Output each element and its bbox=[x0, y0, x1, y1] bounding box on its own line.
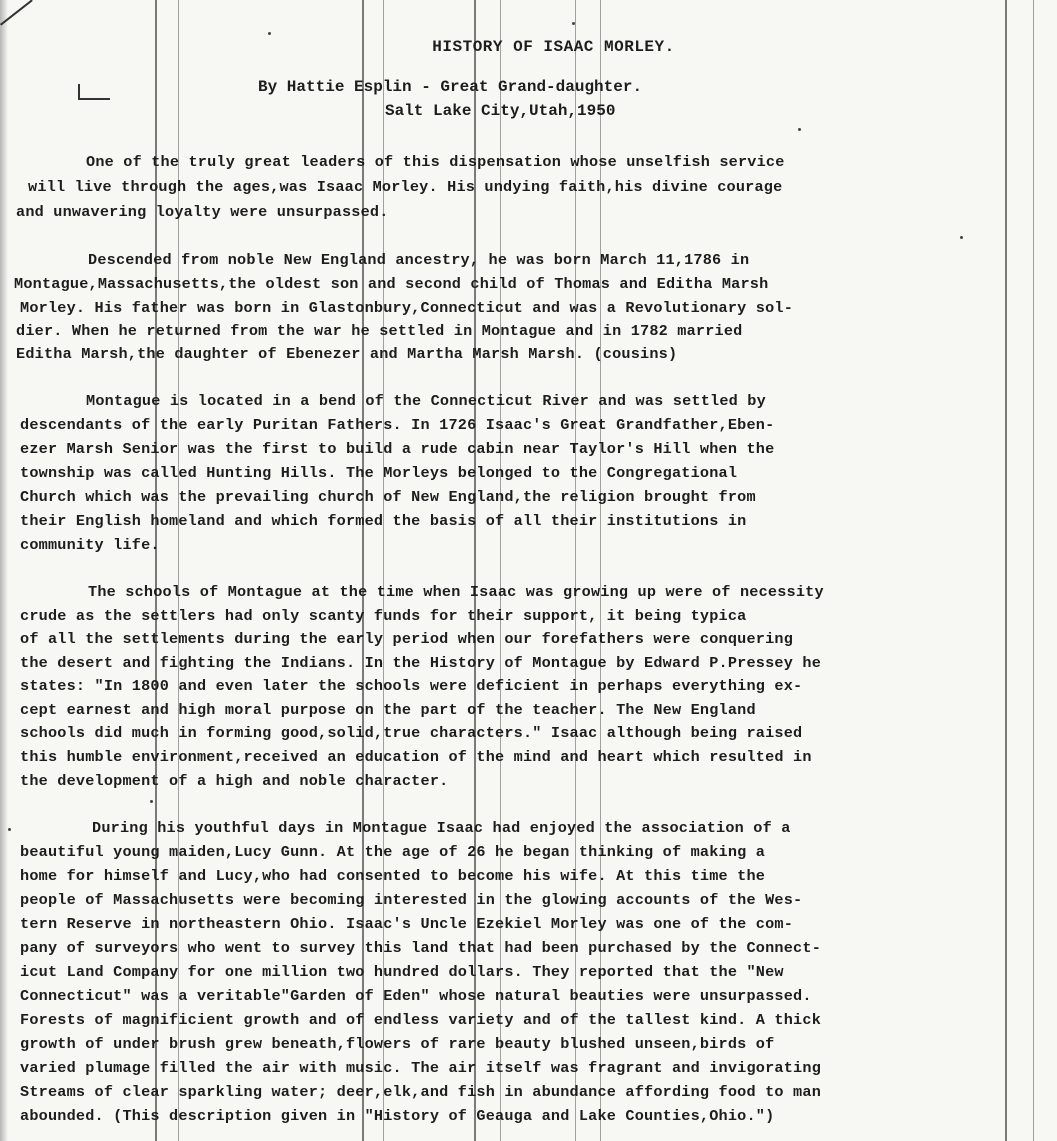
text-line: Descended from noble New England ancestry, he was born March 11,1786 in bbox=[88, 251, 750, 269]
text-line: Montague,Massachusetts,the oldest son and second child of Thomas and Editha Marsh bbox=[14, 275, 769, 293]
text-line: and unwavering loyalty were unsurpassed. bbox=[16, 203, 389, 221]
text-line: Connecticut" was a veritable"Garden of Eden" whose natural beauties were unsurpassed. bbox=[20, 987, 812, 1005]
text-line: ezer Marsh Senior was the first to build a rude cabin near Taylor's Hill when the bbox=[20, 440, 775, 458]
text-line: township was called Hunting Hills. The Morleys belonged to the Congregational bbox=[20, 464, 738, 482]
scan-speck bbox=[572, 22, 575, 25]
text-line: dier. When he returned from the war he settled in Montague and in 1782 married bbox=[16, 322, 743, 340]
text-line: Editha Marsh,the daughter of Ebenezer and Martha Marsh Marsh. (cousins) bbox=[16, 345, 678, 363]
text-line: One of the truly great leaders of this dispensation whose unselfish service bbox=[86, 153, 785, 171]
text-line: this humble environment,received an education of the mind and heart which resulted in bbox=[20, 748, 812, 766]
text-line: varied plumage filled the air with music. The air itself was fragrant and invigorating bbox=[20, 1059, 822, 1077]
text-line: Montague is located in a bend of the Connecticut River and was settled by bbox=[86, 392, 766, 410]
scan-left-edge-shadow bbox=[0, 0, 8, 1141]
text-line: community life. bbox=[20, 536, 160, 554]
scan-speck bbox=[960, 236, 963, 239]
text-line: their English homeland and which formed the basis of all their institutions in bbox=[20, 512, 747, 530]
text-line: tern Reserve in northeastern Ohio. Isaac's Uncle Ezekiel Morley was one of the com- bbox=[20, 915, 794, 933]
text-line: cept earnest and high moral purpose on the part of the teacher. The New England bbox=[20, 701, 756, 719]
scan-speck bbox=[798, 128, 801, 131]
text-line: beautiful young maiden,Lucy Gunn. At the age of 26 he began thinking of making a bbox=[20, 843, 766, 861]
author-byline: By Hattie Esplin - Great Grand-daughter. bbox=[258, 78, 643, 96]
text-line: home for himself and Lucy,who had consented to become his wife. At this time the bbox=[20, 867, 766, 885]
text-line: crude as the settlers had only scanty funds for their support, it being typica bbox=[20, 607, 747, 625]
place-date: Salt Lake City,Utah,1950 bbox=[385, 102, 616, 120]
scan-speck bbox=[150, 800, 153, 803]
text-line: Forests of magnificient growth and of endless variety and of the tallest kind. A thick bbox=[20, 1011, 822, 1029]
text-line: pany of surveyors who went to survey this land that had been purchased by the Connect- bbox=[20, 939, 822, 957]
text-line: Morley. His father was born in Glastonbury,Connecticut and was a Revolutionary sol- bbox=[20, 299, 794, 317]
scan-speck bbox=[8, 828, 11, 831]
margin-bracket-mark bbox=[78, 84, 110, 100]
text-line: the desert and fighting the Indians. In the History of Montague by Edward P.Pressey he bbox=[20, 654, 822, 672]
text-line: schools did much in forming good,solid,true characters." Isaac although being raised bbox=[20, 724, 803, 742]
document-title: HISTORY OF ISAAC MORLEY. bbox=[432, 38, 675, 56]
text-line: of all the settlements during the early period when our forefathers were conquering bbox=[20, 630, 794, 648]
text-line: Streams of clear sparkling water; deer,elk,and fish in abundance affording food to man bbox=[20, 1083, 822, 1101]
text-line: will live through the ages,was Isaac Morley. His undying faith,his divine courage bbox=[28, 178, 783, 196]
text-line: During his youthful days in Montague Isaac had enjoyed the association of a bbox=[92, 819, 791, 837]
text-line: Church which was the prevailing church of New England,the religion brought from bbox=[20, 488, 756, 506]
text-line: The schools of Montague at the time when Isaac was growing up were of necessity bbox=[88, 583, 824, 601]
text-line: growth of under brush grew beneath,flowers of rare beauty blushed unseen,birds of bbox=[20, 1035, 775, 1053]
text-line: states: "In 1800 and even later the schools were deficient in perhaps everything ex- bbox=[20, 677, 803, 695]
text-line: people of Massachusetts were becoming interested in the glowing accounts of the Wes- bbox=[20, 891, 803, 909]
text-line: abounded. (This description given in "History of Geauga and Lake Counties,Ohio.") bbox=[20, 1107, 775, 1125]
text-line: icut Land Company for one million two hundred dollars. They reported that the "New bbox=[20, 963, 784, 981]
text-line: descendants of the early Puritan Fathers. In 1726 Isaac's Great Grandfather,Eben- bbox=[20, 416, 775, 434]
scan-streak bbox=[1005, 0, 1007, 1141]
scan-speck bbox=[268, 32, 271, 35]
text-line: the development of a high and noble character. bbox=[20, 772, 449, 790]
scan-streak bbox=[1033, 0, 1034, 1141]
